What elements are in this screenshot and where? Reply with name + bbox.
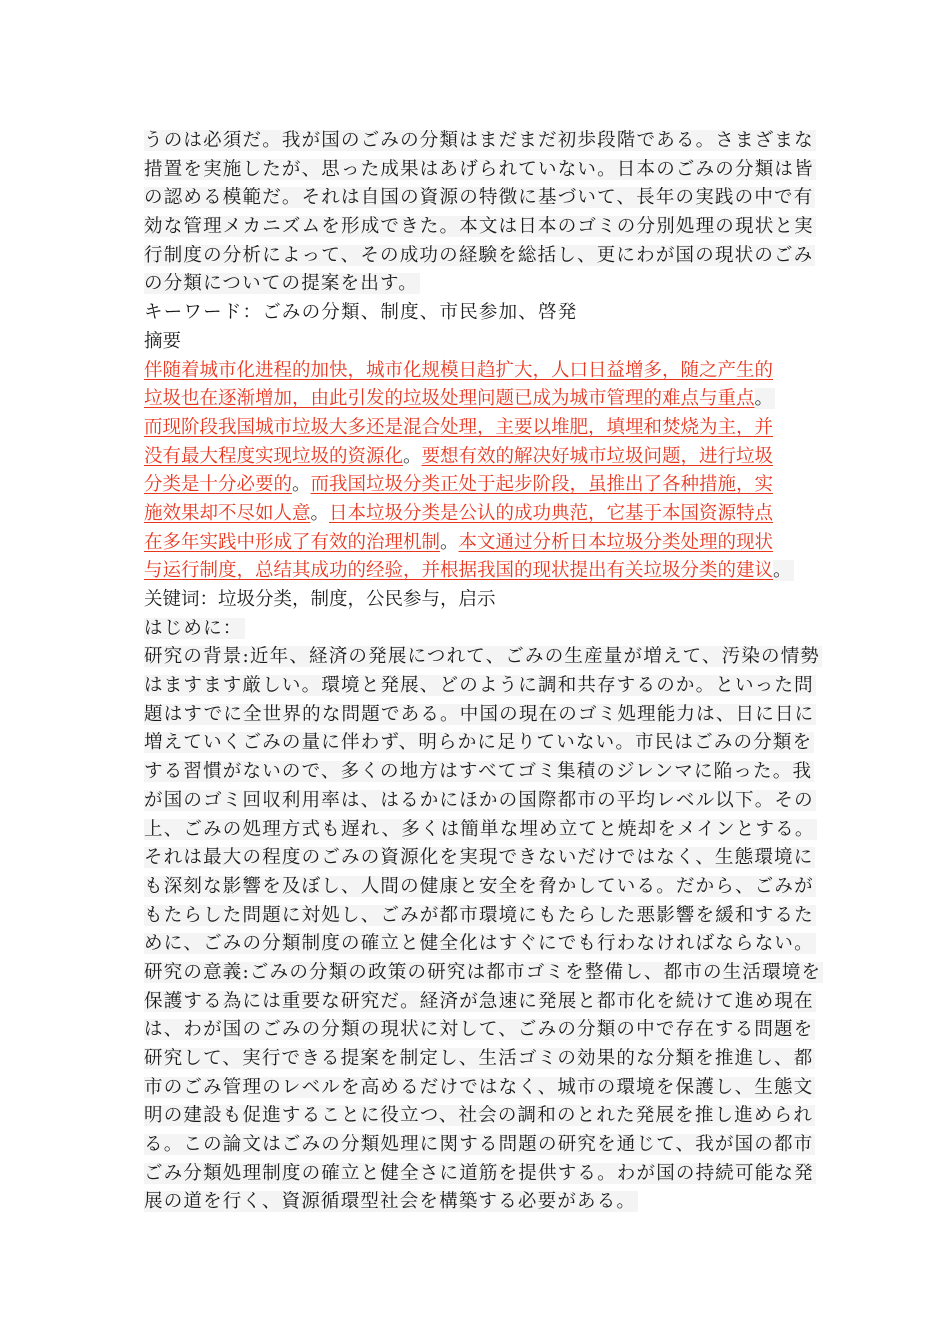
intro-heading-text: はじめに： bbox=[144, 617, 243, 639]
abstract-ja-text: うのは必須だ。我が国のごみの分類はまだまだ初歩段階である。さまざまな bbox=[144, 130, 814, 151]
abstract-cn-punct: 。 bbox=[754, 388, 774, 410]
abstract-cn-line bbox=[144, 385, 814, 414]
background-text: も深刻な影響を及ぼし、人間の健康と安全を脅かしている。だから、ごみが bbox=[144, 875, 814, 897]
significance-text: る。この論文はごみの分類処理に関する問題の研究を通じて、我が国の都市 bbox=[144, 1134, 814, 1156]
document-body bbox=[144, 127, 822, 1217]
significance-text: は、わが国のごみの分類の現状に対して、ごみの分類の中で存在する問題を bbox=[144, 1019, 814, 1041]
abstract-cn-line bbox=[144, 443, 814, 472]
background-line bbox=[144, 930, 814, 959]
abstract-cn-punct: 。 bbox=[773, 560, 792, 582]
background-line bbox=[144, 643, 821, 672]
background-text: 上、ごみの処理方式も遅れ、多くは簡単な埋め立てと焼却をメインとする。 bbox=[144, 818, 815, 840]
significance-line bbox=[144, 1074, 814, 1103]
background-line bbox=[144, 701, 814, 730]
abstract-ja-line bbox=[144, 127, 814, 156]
background-line bbox=[144, 787, 814, 816]
background-line bbox=[144, 844, 814, 873]
keywords-cn bbox=[144, 586, 814, 615]
abstract-cn-sentence: 本文通过分析日本垃圾分类处理的现状 bbox=[458, 531, 774, 553]
significance-line bbox=[144, 1016, 814, 1045]
background-text: それは最大の程度のごみの資源化を実現できないだけではなく、生態環境に bbox=[144, 847, 814, 869]
abstract-cn-sentence: 与运行制度，总结其成功的经验，并根据我国的现状提出有关垃圾分类的建议 bbox=[144, 560, 774, 582]
background-text: めに、ごみの分類制度の確立と健全化はすぐにでも行わなければならない。 bbox=[144, 933, 814, 955]
abstract-cn-punct: 。 bbox=[292, 474, 311, 496]
background-text: する習慣がないので、多くの地方はすべてゴミ集積のジレンマに陥った。我 bbox=[144, 761, 813, 783]
abstract-cn-sentence: 要想有效的解决好城市垃圾问题，进行垃圾 bbox=[421, 445, 774, 467]
abstract-cn-sentence: 伴随着城市化进程的加快，城市化规模日趋扩大，人口日益增多，随之产生的 bbox=[144, 359, 774, 381]
significance-line bbox=[144, 1045, 814, 1074]
significance-text: 市のごみ管理のレベルを高めるだけではなく、城市の環境を保護し、生態文 bbox=[144, 1076, 814, 1098]
background-line bbox=[144, 729, 814, 758]
background-text: もたらした問題に対処し、ごみが都市環境にもたらした悪影響を緩和するた bbox=[144, 904, 814, 926]
abstract-cn-line bbox=[144, 529, 814, 558]
abstract-cn-heading bbox=[144, 328, 814, 357]
keywords-ja-text: キーワード：ごみの分類、制度、市民参加、啓発 bbox=[144, 302, 578, 324]
abstract-ja-text: 行制度の分析によって、その成功の経験を総括し、更にわが国の現状のごみ bbox=[144, 244, 814, 266]
significance-line bbox=[144, 1188, 814, 1217]
significance-text: ごみ分類処理制度の確立と健全さに道筋を提供する。わが国の持続可能な発 bbox=[144, 1162, 814, 1184]
significance-text: 保護する為には重要な研究だ。経済が急速に発展と都市化を続けて進め現在 bbox=[144, 990, 814, 1012]
keywords-cn-text: 关键词：垃圾分类，制度，公民参与，启示 bbox=[144, 589, 496, 610]
significance-line bbox=[144, 1131, 814, 1160]
abstract-ja-text: の認める模範だ。それは自国の資源の特徴に基づいて、長年の実践の中で有 bbox=[144, 187, 814, 209]
background-line bbox=[144, 902, 814, 931]
abstract-ja-text: の分類についての提案を出す。 bbox=[144, 273, 418, 295]
abstract-cn-sentence: 在多年实践中形成了有效的治理机制 bbox=[144, 531, 441, 553]
abstract-ja-text: 効な管理メカニズムを形成できた。本文は日本のゴミの分別処理の現状と実 bbox=[144, 216, 814, 238]
abstract-ja-line bbox=[144, 270, 814, 299]
abstract-cn-line bbox=[144, 357, 814, 386]
abstract-cn-sentence: 施效果却不尽如人意 bbox=[144, 502, 311, 524]
background-text: 研究の背景:近年、経済の発展につれて、ごみの生産量が増えて、汚染の情勢 bbox=[144, 646, 821, 668]
abstract-cn-sentence: 分类是十分必要的 bbox=[144, 474, 293, 496]
intro-heading bbox=[144, 615, 814, 644]
background-line bbox=[144, 816, 814, 845]
background-line bbox=[144, 873, 814, 902]
keywords-ja bbox=[144, 299, 814, 328]
significance-text: 展の道を行く、資源循環型社会を構築する必要がある。 bbox=[144, 1191, 637, 1213]
significance-text: 研究の意義:ごみの分類の政策の研究は都市ゴミを整備し、都市の生活環境を bbox=[144, 961, 822, 983]
abstract-cn-punct: 。 bbox=[310, 502, 330, 524]
significance-line bbox=[144, 1102, 814, 1131]
abstract-cn-line bbox=[144, 500, 814, 529]
abstract-ja-line bbox=[144, 242, 814, 271]
significance-text: 研究して、実行できる提案を制定し、生活ゴミの効果的な分類を推進し、都 bbox=[144, 1048, 814, 1069]
background-line bbox=[144, 672, 814, 701]
abstract-cn-punct: 。 bbox=[403, 445, 422, 467]
abstract-ja-line bbox=[144, 213, 814, 242]
abstract-cn-sentence: 日本垃圾分类是公认的成功典范，它基于本国资源特点 bbox=[329, 502, 774, 524]
abstract-cn-punct: 。 bbox=[440, 531, 459, 553]
abstract-cn-line bbox=[144, 414, 814, 443]
abstract-cn-sentence: 而现阶段我国城市垃圾大多还是混合处理，主要以堆肥，填埋和焚烧为主，并 bbox=[144, 416, 774, 438]
abstract-ja-line bbox=[144, 184, 814, 213]
significance-line bbox=[144, 988, 814, 1017]
abstract-cn-sentence: 垃圾也在逐渐增加，由此引发的垃圾处理问题已成为城市管理的难点与重点 bbox=[144, 388, 755, 410]
abstract-ja-line bbox=[144, 156, 814, 185]
abstract-cn-sentence: 没有最大程度实现垃圾的资源化 bbox=[144, 445, 404, 467]
abstract-cn-line bbox=[144, 471, 814, 500]
background-text: 題はすでに全世界的な問題である。中国の現在のゴミ処理能力は、日に日に bbox=[144, 703, 815, 725]
background-text: はますます厳しい。環境と発展、どのように調和共存するのか。といった問 bbox=[144, 675, 814, 697]
significance-line bbox=[144, 959, 822, 988]
background-text: が国のゴミ回収利用率は、はるかにほかの国際都市の平均レベル以下。その bbox=[144, 789, 814, 811]
abstract-ja-text: 措置を実施したが、思った成果はあげられていない。日本のごみの分類は皆 bbox=[144, 158, 814, 180]
background-line bbox=[144, 758, 814, 787]
significance-text: 明の建設も促進することに役立つ、社会の調和のとれた発展を推し進められ bbox=[144, 1105, 814, 1127]
abstract-cn-sentence: 而我国垃圾分类正处于起步阶段，虽推出了各种措施，实 bbox=[310, 474, 774, 496]
abstract-cn-line bbox=[144, 557, 814, 586]
background-text: 増えていくごみの量に伴わず、明らかに足りていない。市民はごみの分類を bbox=[144, 732, 813, 754]
abstract-cn-heading-text: 摘要 bbox=[144, 330, 182, 352]
significance-line bbox=[144, 1160, 814, 1189]
